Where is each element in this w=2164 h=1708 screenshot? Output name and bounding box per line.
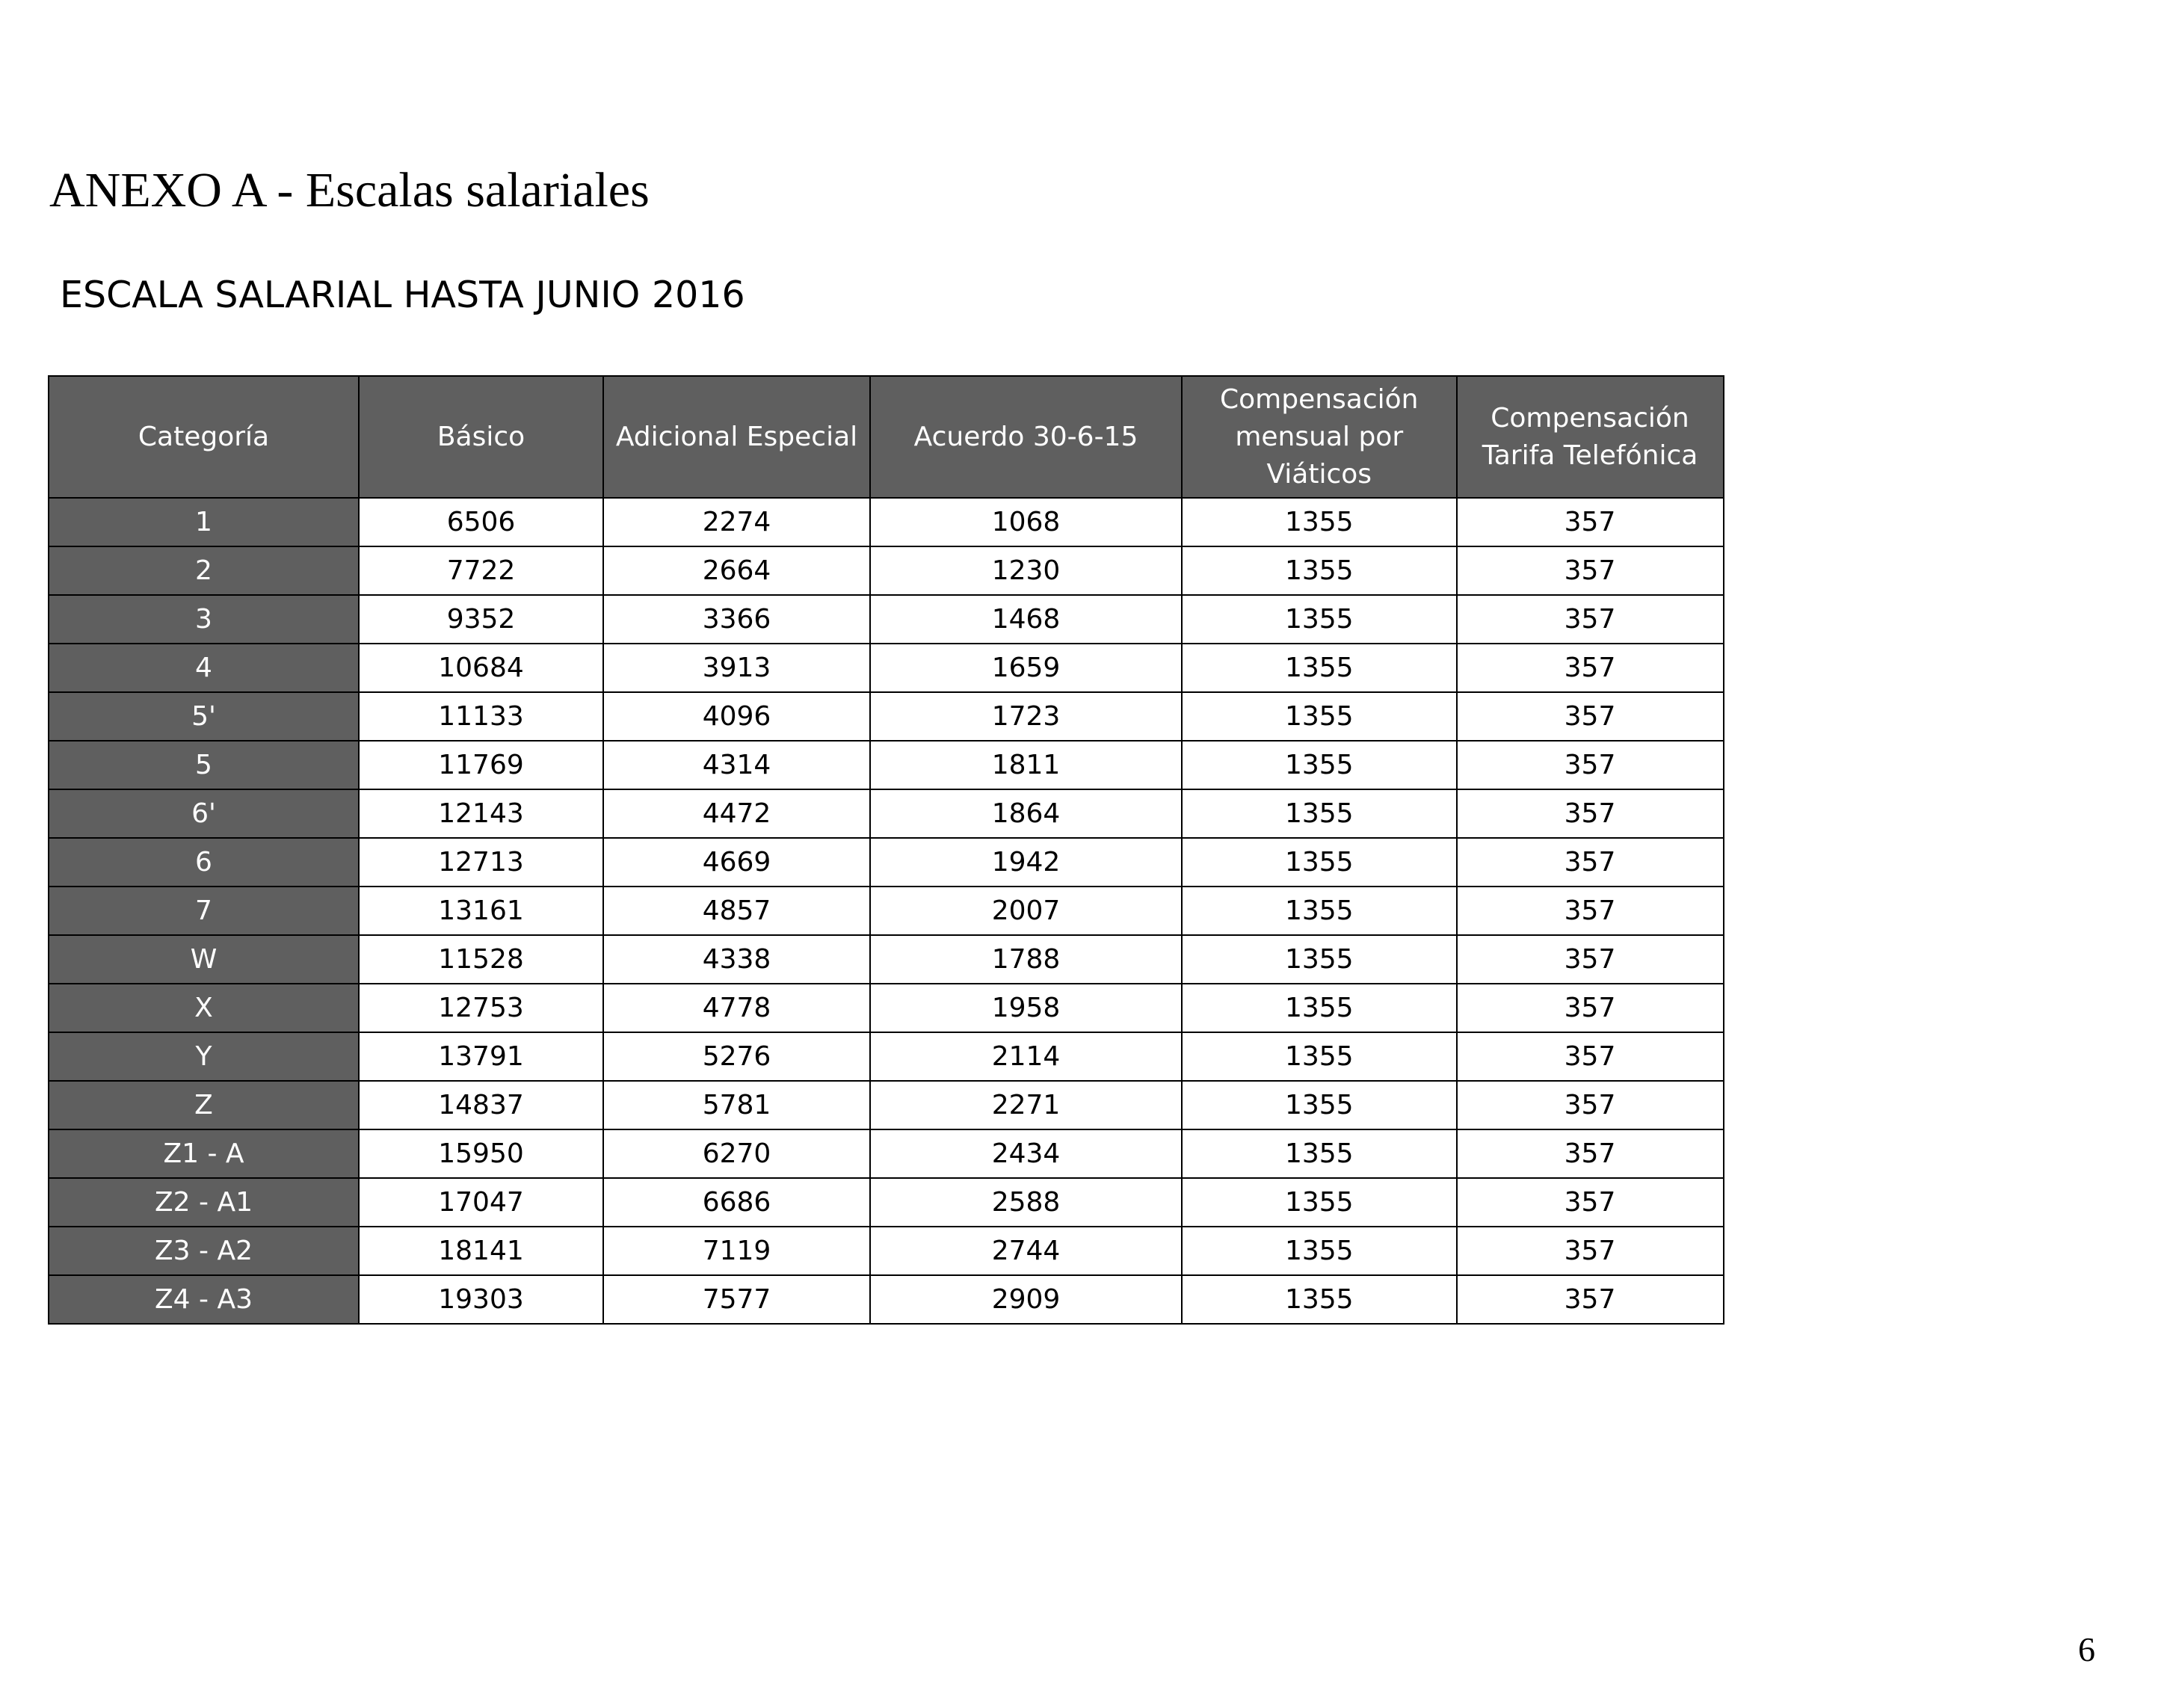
table-header xyxy=(49,376,1724,498)
cell-tarifa-telefonica: 357 xyxy=(1457,498,1724,546)
cell-tarifa-telefonica: 357 xyxy=(1457,838,1724,887)
cell-adicional-especial: 2664 xyxy=(603,546,870,595)
cell-viaticos: 1355 xyxy=(1182,1081,1457,1129)
column-header-categoria: Categoría xyxy=(49,376,359,498)
cell-categoria: 3 xyxy=(49,595,359,644)
cell-viaticos: 1355 xyxy=(1182,741,1457,789)
cell-tarifa-telefonica: 357 xyxy=(1457,1178,1724,1227)
cell-categoria: 4 xyxy=(49,644,359,692)
cell-viaticos: 1355 xyxy=(1182,984,1457,1032)
cell-acuerdo: 2434 xyxy=(870,1129,1182,1178)
table-row xyxy=(49,1227,1724,1275)
cell-adicional-especial: 7119 xyxy=(603,1227,870,1275)
table-row xyxy=(49,498,1724,546)
cell-acuerdo: 1723 xyxy=(870,692,1182,741)
cell-tarifa-telefonica: 357 xyxy=(1457,789,1724,838)
table-row xyxy=(49,1032,1724,1081)
table-row xyxy=(49,1081,1724,1129)
cell-categoria: Z3 - A2 xyxy=(49,1227,359,1275)
cell-adicional-especial: 5781 xyxy=(603,1081,870,1129)
cell-tarifa-telefonica: 357 xyxy=(1457,1227,1724,1275)
cell-basico: 15950 xyxy=(359,1129,603,1178)
cell-acuerdo: 2909 xyxy=(870,1275,1182,1324)
cell-basico: 11528 xyxy=(359,935,603,984)
cell-categoria: 5' xyxy=(49,692,359,741)
column-header-basico: Básico xyxy=(359,376,603,498)
cell-adicional-especial: 3366 xyxy=(603,595,870,644)
cell-acuerdo: 2114 xyxy=(870,1032,1182,1081)
page-number: 6 xyxy=(2078,1630,2095,1668)
cell-viaticos: 1355 xyxy=(1182,1178,1457,1227)
cell-viaticos: 1355 xyxy=(1182,887,1457,935)
cell-adicional-especial: 4314 xyxy=(603,741,870,789)
table-row xyxy=(49,1129,1724,1178)
cell-categoria: 2 xyxy=(49,546,359,595)
cell-basico: 11133 xyxy=(359,692,603,741)
cell-viaticos: 1355 xyxy=(1182,498,1457,546)
cell-viaticos: 1355 xyxy=(1182,692,1457,741)
cell-acuerdo: 1958 xyxy=(870,984,1182,1032)
cell-viaticos: 1355 xyxy=(1182,1275,1457,1324)
cell-basico: 19303 xyxy=(359,1275,603,1324)
cell-basico: 17047 xyxy=(359,1178,603,1227)
cell-adicional-especial: 4338 xyxy=(603,935,870,984)
column-header-tarifa-telefonica: Compensación Tarifa Telefónica xyxy=(1457,376,1724,498)
cell-tarifa-telefonica: 357 xyxy=(1457,1275,1724,1324)
table-row xyxy=(49,838,1724,887)
cell-viaticos: 1355 xyxy=(1182,644,1457,692)
cell-basico: 9352 xyxy=(359,595,603,644)
cell-adicional-especial: 5276 xyxy=(603,1032,870,1081)
cell-categoria: Z1 - A xyxy=(49,1129,359,1178)
cell-tarifa-telefonica: 357 xyxy=(1457,1081,1724,1129)
cell-viaticos: 1355 xyxy=(1182,595,1457,644)
cell-basico: 10684 xyxy=(359,644,603,692)
cell-basico: 11769 xyxy=(359,741,603,789)
cell-adicional-especial: 4669 xyxy=(603,838,870,887)
cell-acuerdo: 1864 xyxy=(870,789,1182,838)
cell-categoria: 6 xyxy=(49,838,359,887)
cell-categoria: X xyxy=(49,984,359,1032)
table-row xyxy=(49,887,1724,935)
cell-basico: 12143 xyxy=(359,789,603,838)
table-row xyxy=(49,644,1724,692)
cell-viaticos: 1355 xyxy=(1182,838,1457,887)
cell-basico: 13791 xyxy=(359,1032,603,1081)
section-title: ESCALA SALARIAL HASTA JUNIO 2016 xyxy=(60,274,745,316)
cell-acuerdo: 2588 xyxy=(870,1178,1182,1227)
table-body xyxy=(49,498,1724,1324)
cell-acuerdo: 1659 xyxy=(870,644,1182,692)
cell-adicional-especial: 4472 xyxy=(603,789,870,838)
cell-adicional-especial: 7577 xyxy=(603,1275,870,1324)
cell-basico: 13161 xyxy=(359,887,603,935)
cell-viaticos: 1355 xyxy=(1182,789,1457,838)
table-row xyxy=(49,692,1724,741)
cell-viaticos: 1355 xyxy=(1182,546,1457,595)
cell-tarifa-telefonica: 357 xyxy=(1457,546,1724,595)
cell-adicional-especial: 2274 xyxy=(603,498,870,546)
cell-categoria: Z xyxy=(49,1081,359,1129)
cell-categoria: W xyxy=(49,935,359,984)
cell-tarifa-telefonica: 357 xyxy=(1457,595,1724,644)
header-row xyxy=(49,376,1724,498)
cell-acuerdo: 2271 xyxy=(870,1081,1182,1129)
cell-tarifa-telefonica: 357 xyxy=(1457,935,1724,984)
cell-categoria: Z4 - A3 xyxy=(49,1275,359,1324)
cell-acuerdo: 1788 xyxy=(870,935,1182,984)
cell-acuerdo: 1811 xyxy=(870,741,1182,789)
cell-tarifa-telefonica: 357 xyxy=(1457,644,1724,692)
column-header-adicional-especial: Adicional Especial xyxy=(603,376,870,498)
cell-categoria: Y xyxy=(49,1032,359,1081)
cell-adicional-especial: 6270 xyxy=(603,1129,870,1178)
cell-acuerdo: 2007 xyxy=(870,887,1182,935)
table-row xyxy=(49,546,1724,595)
table-row xyxy=(49,595,1724,644)
cell-viaticos: 1355 xyxy=(1182,1129,1457,1178)
cell-adicional-especial: 4778 xyxy=(603,984,870,1032)
cell-tarifa-telefonica: 357 xyxy=(1457,741,1724,789)
cell-adicional-especial: 3913 xyxy=(603,644,870,692)
cell-categoria: 7 xyxy=(49,887,359,935)
cell-tarifa-telefonica: 357 xyxy=(1457,1032,1724,1081)
cell-categoria: 6' xyxy=(49,789,359,838)
cell-tarifa-telefonica: 357 xyxy=(1457,984,1724,1032)
cell-adicional-especial: 6686 xyxy=(603,1178,870,1227)
cell-basico: 7722 xyxy=(359,546,603,595)
cell-basico: 14837 xyxy=(359,1081,603,1129)
cell-adicional-especial: 4096 xyxy=(603,692,870,741)
table-row xyxy=(49,935,1724,984)
cell-categoria: 1 xyxy=(49,498,359,546)
cell-basico: 12753 xyxy=(359,984,603,1032)
cell-basico: 18141 xyxy=(359,1227,603,1275)
cell-tarifa-telefonica: 357 xyxy=(1457,1129,1724,1178)
cell-viaticos: 1355 xyxy=(1182,1032,1457,1081)
column-header-acuerdo: Acuerdo 30-6-15 xyxy=(870,376,1182,498)
salary-scale-table xyxy=(48,375,1724,1325)
cell-acuerdo: 2744 xyxy=(870,1227,1182,1275)
column-header-viaticos: Compensación mensual por Viáticos xyxy=(1182,376,1457,498)
table-row xyxy=(49,1275,1724,1324)
cell-tarifa-telefonica: 357 xyxy=(1457,887,1724,935)
cell-acuerdo: 1230 xyxy=(870,546,1182,595)
cell-adicional-especial: 4857 xyxy=(603,887,870,935)
cell-viaticos: 1355 xyxy=(1182,935,1457,984)
cell-basico: 6506 xyxy=(359,498,603,546)
table-row xyxy=(49,984,1724,1032)
page-title: ANEXO A - Escalas salariales xyxy=(49,163,650,218)
cell-acuerdo: 1068 xyxy=(870,498,1182,546)
cell-acuerdo: 1468 xyxy=(870,595,1182,644)
cell-tarifa-telefonica: 357 xyxy=(1457,692,1724,741)
table-row xyxy=(49,1178,1724,1227)
cell-categoria: 5 xyxy=(49,741,359,789)
cell-basico: 12713 xyxy=(359,838,603,887)
table-row xyxy=(49,789,1724,838)
cell-viaticos: 1355 xyxy=(1182,1227,1457,1275)
cell-categoria: Z2 - A1 xyxy=(49,1178,359,1227)
cell-acuerdo: 1942 xyxy=(870,838,1182,887)
table-row xyxy=(49,741,1724,789)
